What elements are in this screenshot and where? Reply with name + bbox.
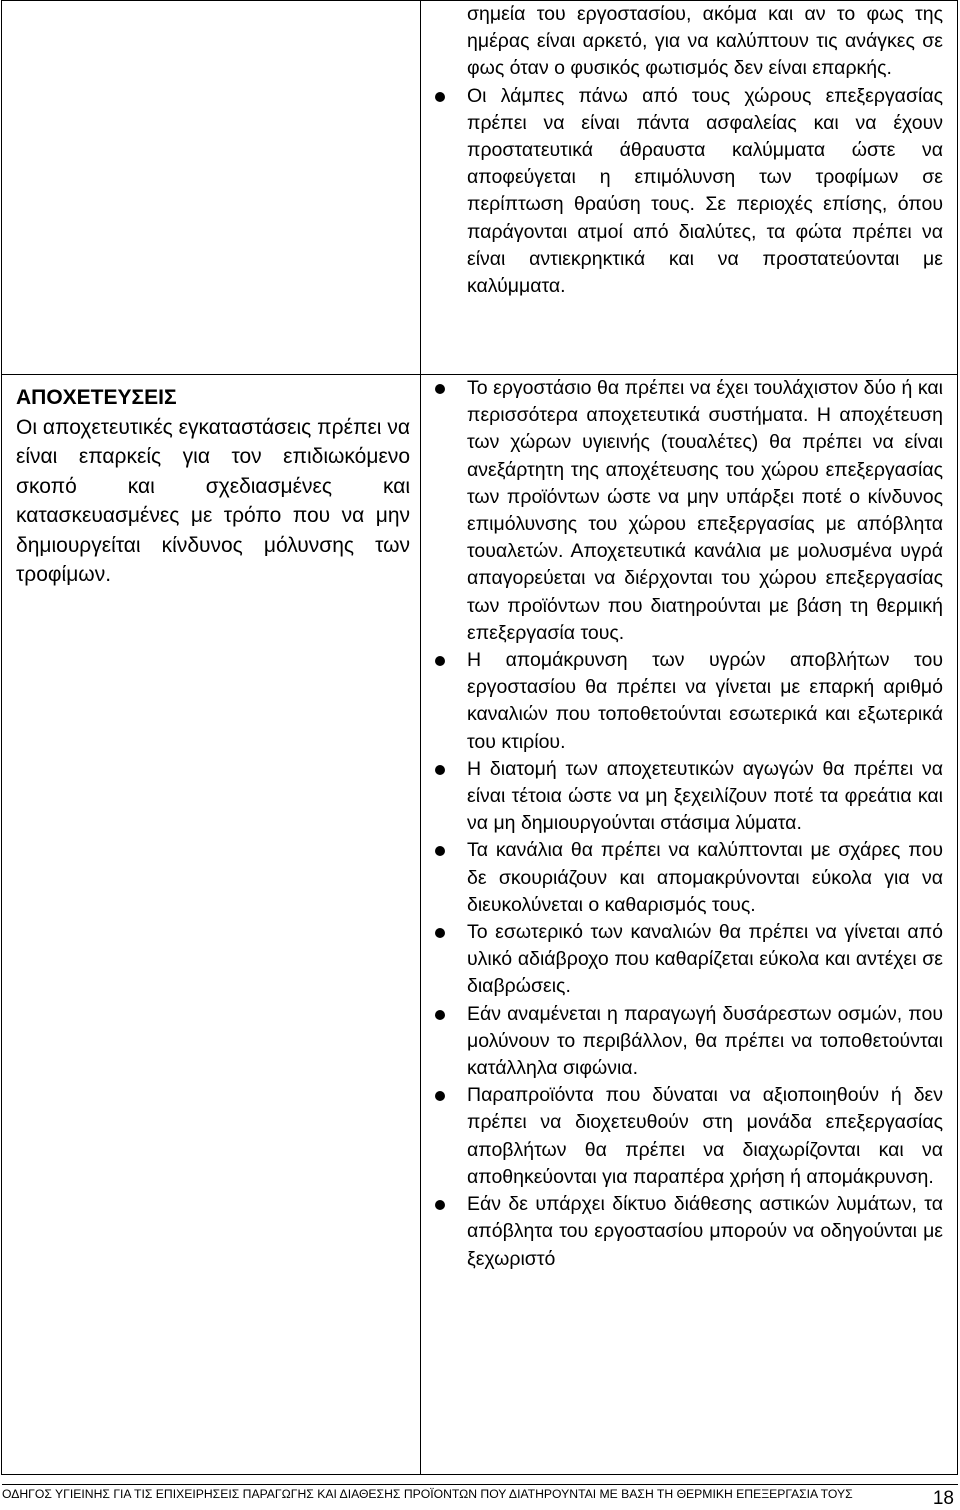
bullet-icon bbox=[435, 765, 445, 775]
list-item-text: Παραπροϊόντα που δύναται να αξιοποιηθούν ή δεν πρέπει να διοχετευθούν στη μονάδα επεξεργασίας αποβλήτων θα πρέπει να διαχωρίζονται και να αποθηκεύονται για παραπέρα χρήση ή απομάκρυνση. bbox=[467, 1084, 943, 1188]
content-table bbox=[1, 0, 958, 1475]
section-heading: ΑΠΟΧΕΤΕΥΣΕΙΣ bbox=[16, 386, 177, 409]
list-item bbox=[421, 919, 943, 1001]
list-item-text: Η απομάκρυνση των υγρών αποβλήτων του εργοστασίου θα πρέπει να γίνεται με επαρκή αριθμό καναλιών που τοποθετούνται εσωτερικά και εξωτερικά του κτιρίου. bbox=[467, 649, 943, 753]
page-footer bbox=[2, 1484, 958, 1509]
table-row bbox=[2, 1, 958, 375]
left-cell-drainage bbox=[2, 375, 421, 1475]
bullet-icon bbox=[435, 384, 445, 394]
bullet-icon bbox=[435, 1200, 445, 1210]
right-cell-drainage-bullets bbox=[421, 375, 958, 1475]
list-item bbox=[421, 1191, 943, 1273]
list-item bbox=[421, 83, 943, 301]
list-item-text: Οι λάμπες πάνω από τους χώρους επεξεργασίας πρέπει να είναι πάντα ασφαλείας και να έχουν προστατευτικά άθραυστα καλύμματα ώστε να αποφεύγεται η επιμόλυνση των τροφίμων σε περίπτωση θραύση τους. Σε περιοχές επίσης, όπου παράγονται ατμοί από διαλύτες, τα φώτα πρέπει να είναι αντιεκρηκτικά και να προστατεύονται με καλύμματα. bbox=[467, 84, 943, 298]
bullet-icon bbox=[435, 846, 445, 856]
list-item bbox=[421, 375, 943, 647]
lighting-bullet-list bbox=[421, 1, 957, 300]
list-item bbox=[421, 837, 943, 919]
list-item-text: Εάν δε υπάρχει δίκτυο διάθεσης αστικών λυμάτων, τα απόβλητα του εργοστασίου μπορούν να οδηγούνται με ξεχωριστό bbox=[467, 1193, 943, 1270]
footer-title: ΟΔΗΓΟΣ ΥΓΙΕΙΝΗΣ ΓΙΑ ΤΙΣ ΕΠΙΧΕΙΡΗΣΕΙΣ ΠΑΡΑΓΩΓΗΣ ΚΑΙ ΔΙΑΘΕΣΗΣ ΠΡΟΪΟΝΤΩΝ ΠΟΥ ΔΙΑΤΗΡΟΥΝΤΑΙ ΜΕ ΒΑΣΗ ΤΗ ΘΕΡΜΙΚΗ ΕΠΕΞΕΡΓΑΣΙΑ ΤΟΥΣ bbox=[2, 1487, 853, 1501]
drainage-bullet-list bbox=[421, 375, 957, 1273]
list-item bbox=[421, 647, 943, 756]
left-cell-empty bbox=[2, 1, 421, 375]
list-item-text: Η διατομή των αποχετευτικών αγωγών θα πρέπει να είναι τέτοια ώστε να μη ξεχειλίζουν ποτέ τα φρεάτια και να μη δημιουργούνται στάσιμα λύματα. bbox=[467, 757, 943, 835]
bullet-icon bbox=[435, 656, 445, 666]
section-text: Οι αποχετευτικές εγκαταστάσεις πρέπει να είναι επαρκείς για τον επιδιωκόμενο σκοπό και σχεδιασμένες και κατασκευασμένες με τρόπο που να μην δημιουργείται κίνδυνος μόλυνσης των τροφίμων. bbox=[16, 415, 410, 586]
bullet-icon bbox=[435, 1091, 445, 1101]
list-item bbox=[421, 756, 943, 838]
bullet-icon bbox=[435, 92, 445, 102]
footer-divider bbox=[2, 1484, 958, 1485]
bullet-icon bbox=[435, 928, 445, 938]
list-item-text: Το εργοστάσιο θα πρέπει να έχει τουλάχιστον δύο ή και περισσότερα αποχετευτικά συστήματα. Η αποχέτευση των χώρων υγιεινής (τουαλέτες) θα πρέπει να είναι ανεξάρτητη της αποχέτευσης του χώρου επεξεργασίας των προϊόντων ώστε να μην υπάρξει ποτέ ο κίνδυνος επιμόλυνσης του χώρου επεξεργασίας με απόβλητα τουαλετών. Αποχετευτικά κανάλια με μολυσμένα υγρά απαγορεύεται να διέρχονται του χώρου επεξεργασίας των προϊόντων που διατηρούνται με βάση τη θερμική επεξεργασία τους. bbox=[467, 377, 943, 644]
table-row bbox=[2, 375, 958, 1475]
list-item-text: Τα κανάλια θα πρέπει να καλύπτονται με σχάρες που δε σκουριάζουν και απομακρύνονται εύκολα για να διευκολύνεται ο καθαρισμός τους. bbox=[467, 839, 943, 916]
page-number: 18 bbox=[932, 1488, 954, 1509]
continued-text: σημεία του εργοστασίου, ακόμα και αν το φως της ημέρας είναι αρκετό, για να καλύπτουν τις ανάγκες σε φως όταν ο φυσικός φωτισμός δεν είναι επαρκής. bbox=[467, 3, 943, 80]
list-item bbox=[421, 1001, 943, 1083]
list-item-text: Το εσωτερικό των καναλιών θα πρέπει να γίνεται από υλικό αδιάβροχο που καθαρίζεται εύκολα και αντέχει σε διαβρώσεις. bbox=[467, 921, 943, 998]
list-item-text: Εάν αναμένεται η παραγωγή δυσάρεστων οσμών, που μολύνουν το περιβάλλον, θα πρέπει να τοποθετούνται κατάλληλα σιφώνια. bbox=[467, 1002, 943, 1080]
right-cell-lighting bbox=[421, 1, 958, 375]
list-item bbox=[421, 1082, 943, 1191]
bullet-icon bbox=[435, 1010, 445, 1020]
